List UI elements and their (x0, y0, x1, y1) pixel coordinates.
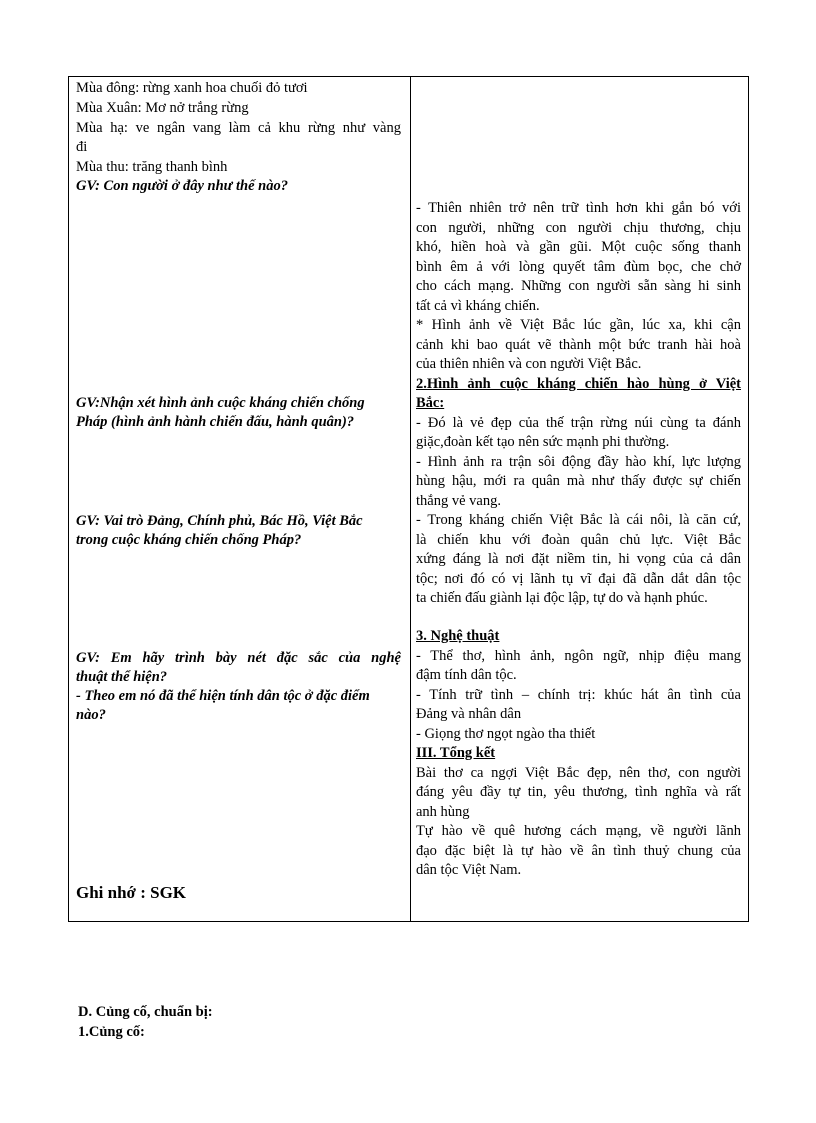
role-line-4: tộc; nơi đó có vị lãnh tụ vĩ đại đã dẫn dắt dân tộc (416, 571, 741, 587)
lesson-table (68, 76, 749, 922)
summary-line-3: anh hùng (416, 804, 470, 820)
role-line-2: là chiến khu với đoàn quân chủ lực. Việt Bắc (416, 532, 741, 548)
nature-line-3: khó, hiền hoà và gần gũi. Một cuộc sống thanh (416, 239, 741, 255)
voice-line: - Giọng thơ ngọt ngào tha thiết (416, 726, 596, 742)
question-art-1: GV: Em hãy trình bày nét đặc sắc của nghệ (76, 650, 401, 666)
image-line-3: của thiên nhiên và con người Việt Bắc. (416, 356, 642, 372)
lyric-line-1: - Tính trữ tình – chính trị: khúc hát ân tình của (416, 687, 741, 703)
lyric-line-2: Đảng và nhân dân (416, 706, 522, 722)
march-line-3: thắng vẻ vang. (416, 493, 501, 509)
image-line-2: cảnh khi bao quát vẽ thành một bức tranh hài hoà (416, 337, 741, 353)
pride-line-3: dân tộc Việt Nam. (416, 862, 522, 878)
subheading-consolidation: 1.Củng cố: (78, 1024, 145, 1040)
march-line-2: hùng hậu, mới ra quân mà như thấy được sự chiến (416, 473, 741, 489)
pride-line-2: đạo đặc biệt là tự hào về ân tình thuỷ chung của (416, 843, 741, 859)
question-art-2: thuật thể hiện? (76, 669, 168, 685)
question-resistance-2: Pháp (hình ảnh hành chiến đấu, hành quân)? (76, 414, 355, 430)
march-line-1: - Hình ảnh ra trận sôi động đầy hào khí, lực lượng (416, 454, 741, 470)
season-summer: Mùa hạ: ve ngân vang làm cả khu rừng như vàng (76, 120, 401, 136)
note-sgk: Ghi nhớ : SGK (76, 883, 187, 902)
summary-line-2: đáng yêu đầy tự tin, yêu thương, tình nghĩa và rất (416, 784, 741, 800)
nature-line-5: cho cách mạng. Những con người sẵn sàng hi sinh (416, 278, 741, 294)
role-line-5: ta chiến đấu giành lại độc lập, tự do và hạnh phúc. (416, 590, 708, 606)
season-winter: Mùa đông: rừng xanh hoa chuối đỏ tươi (76, 80, 308, 96)
section-heading-d: D. Củng cố, chuẩn bị: (78, 1004, 213, 1020)
question-art-3: - Theo em nó đã thể hiện tính dân tộc ở đặc điểm (76, 688, 370, 704)
role-line-3: xứng đáng là nơi đặt niềm tin, hi vọng của cả dân (416, 551, 741, 567)
heading-summary: III. Tổng kết (416, 745, 496, 761)
art-line-2: đậm tính dân tộc. (416, 667, 517, 683)
battle-line-2: giặc,đoàn kết tạo nên sức mạnh phi thường. (416, 434, 670, 450)
season-summer-cont: đi (76, 139, 88, 155)
summary-line-1: Bài thơ ca ngợi Việt Bắc đẹp, nên thơ, con người (416, 765, 741, 781)
question-resistance-1: GV:Nhận xét hình ảnh cuộc kháng chiến chống (76, 395, 365, 411)
heading-resistance-2: Bắc: (416, 395, 445, 411)
question-role-2: trong cuộc kháng chiến chống Pháp? (76, 532, 302, 548)
column-divider (410, 77, 411, 921)
season-autumn: Mùa thu: trăng thanh bình (76, 159, 228, 175)
question-role-1: GV: Vai trò Đảng, Chính phủ, Bác Hồ, Việt Bắc (76, 513, 363, 529)
heading-resistance-1: 2.Hình ảnh cuộc kháng chiến hào hùng ở Việt (416, 376, 741, 392)
season-spring: Mùa Xuân: Mơ nở trắng rừng (76, 100, 249, 116)
battle-line-1: - Đó là vẻ đẹp của thế trận rừng núi cùng ta đánh (416, 415, 741, 431)
heading-art: 3. Nghệ thuật (416, 628, 500, 644)
image-line-1: * Hình ảnh về Việt Bắc lúc gần, lúc xa, khi cận (416, 317, 741, 333)
pride-line-1: Tự hào về quê hương cách mạng, về người lãnh (416, 823, 741, 839)
art-line-1: - Thể thơ, hình ảnh, ngôn ngữ, nhịp điệu mang (416, 648, 741, 664)
question-people: GV: Con người ở đây như thế nào? (76, 178, 288, 194)
nature-line-6: tất cả vì kháng chiến. (416, 298, 540, 314)
nature-line-2: con người, những con người chịu thương, chịu (416, 220, 741, 236)
nature-line-1: - Thiên nhiên trở nên trữ tình hơn khi gắn bó với (416, 200, 741, 216)
nature-line-4: bình êm ả với lòng quyết tâm đùm bọc, che chở (416, 259, 741, 275)
role-line-1: - Trong kháng chiến Việt Bắc là cái nôi, là căn cứ, (416, 512, 741, 528)
question-art-4: nào? (76, 707, 106, 723)
